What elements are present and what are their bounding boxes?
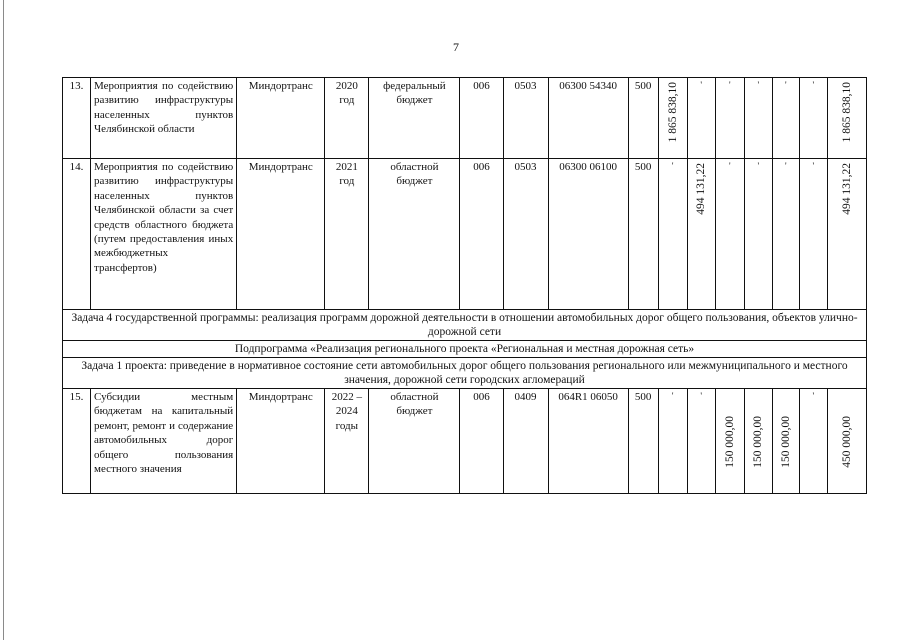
grbs-code: 006 [460, 159, 503, 310]
subprogram-banner: Подпрограмма «Реализация регионального проекта «Региональная и местная дорожная сеть» [63, 341, 867, 358]
page-left-edge [3, 0, 4, 640]
amount-total [827, 78, 866, 159]
csr-code: 06300 06100 [548, 159, 628, 310]
amount-dash: ' [812, 80, 815, 90]
amount-2025 [799, 159, 827, 310]
table-row [63, 78, 867, 159]
amount-dash: ' [812, 161, 815, 171]
amount-2023 [744, 159, 772, 310]
amount-dash: ' [728, 80, 731, 90]
amount-2024 [772, 159, 799, 310]
task1-banner: Задача 1 проекта: приведение в нормативное состояние сети автомобильных дорог общего пользования регионального или межмуниципального и местного значения, дорожной сети городских агломераций [63, 358, 867, 389]
table-row [63, 159, 867, 310]
amount-dash: ' [785, 161, 787, 171]
period: 2022 – 2024 годы [325, 389, 369, 494]
amount-dash: ' [671, 391, 674, 401]
rzpr-code: 0503 [503, 78, 548, 159]
executor: Миндортранс [237, 78, 325, 159]
amount-2021 [687, 159, 715, 310]
table-row [63, 389, 867, 494]
amount-value: 450 000,00 [840, 416, 853, 468]
funding-source: областной бюджет [369, 389, 460, 494]
amount-dash: ' [757, 80, 760, 90]
vr-code: 500 [628, 78, 658, 159]
amount-2024 [772, 78, 799, 159]
task4-banner: Задача 4 государственной программы: реализация программ дорожной деятельности в отношении автомобильных дорог общего пользования, объектов улично-дорожной сети [63, 310, 867, 341]
amount-2020 [658, 389, 687, 494]
amount-2022 [715, 78, 744, 159]
amount-2022 [715, 159, 744, 310]
vr-code: 500 [628, 389, 658, 494]
executor: Миндортранс [237, 159, 325, 310]
amount-2025 [799, 389, 827, 494]
executor: Миндортранс [237, 389, 325, 494]
period: 2020 год [325, 78, 369, 159]
amount-2024 [772, 389, 799, 494]
grbs-code: 006 [460, 389, 503, 494]
amount-2020 [658, 159, 687, 310]
csr-code: 064R1 06050 [548, 389, 628, 494]
rzpr-code: 0409 [503, 389, 548, 494]
amount-value: 150 000,00 [752, 416, 765, 468]
task-banner-row [63, 310, 867, 341]
period: 2021 год [325, 159, 369, 310]
amount-value: 1 865 838,10 [840, 82, 853, 143]
amount-dash: ' [700, 391, 703, 401]
amount-2022 [715, 389, 744, 494]
program-table [62, 77, 867, 494]
amount-dash: ' [700, 80, 703, 90]
amount-value: 150 000,00 [779, 416, 792, 468]
row-number: 14. [63, 159, 91, 310]
amount-2020 [658, 78, 687, 159]
subprogram-banner-row [63, 341, 867, 358]
amount-dash: ' [671, 161, 674, 171]
funding-source: федеральный бюджет [369, 78, 460, 159]
amount-value: 1 865 838,10 [666, 82, 679, 143]
amount-dash: ' [728, 161, 731, 171]
page-number: 7 [453, 40, 459, 54]
funding-source: областной бюджет [369, 159, 460, 310]
measure-name: Мероприятия по содействию развитию инфраструктуры населенных пунктов Челябинской области за счет средств областного бюджета (путем предоставления иных межбюджетных трансфертов) [91, 159, 237, 310]
amount-dash: ' [757, 161, 760, 171]
amount-value: 494 131,22 [840, 163, 853, 215]
amount-2025 [799, 78, 827, 159]
measure-name: Субсидии местным бюджетам на капитальный ремонт, ремонт и содержание автомобильных дорог общего пользования местного значения [91, 389, 237, 494]
task-banner-row [63, 358, 867, 389]
amount-dash: ' [812, 391, 815, 401]
csr-code: 06300 54340 [548, 78, 628, 159]
amount-dash: ' [785, 80, 787, 90]
amount-total [827, 389, 866, 494]
amount-2021 [687, 389, 715, 494]
amount-total [827, 159, 866, 310]
amount-2021 [687, 78, 715, 159]
amount-2023 [744, 389, 772, 494]
grbs-code: 006 [460, 78, 503, 159]
measure-name: Мероприятия по содействию развитию инфраструктуры населенных пунктов Челябинской области [91, 78, 237, 159]
rzpr-code: 0503 [503, 159, 548, 310]
amount-value: 150 000,00 [723, 416, 736, 468]
row-number: 13. [63, 78, 91, 159]
amount-2023 [744, 78, 772, 159]
amount-value: 494 131,22 [695, 163, 708, 215]
vr-code: 500 [628, 159, 658, 310]
row-number: 15. [63, 389, 91, 494]
